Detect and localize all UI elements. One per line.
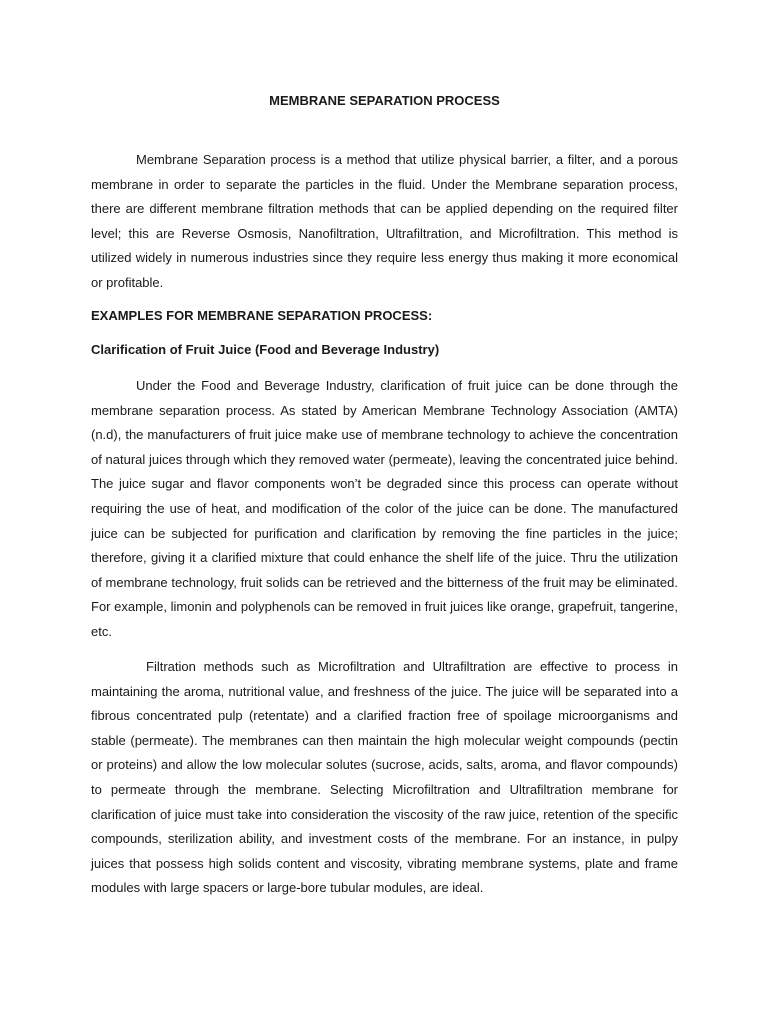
fruit-juice-paragraph: Under the Food and Beverage Industry, clarification of fruit juice can be done through the membrane separation process. As stated by American Membrane Technology Association (AMTA) (n.d), the manufacturers of fruit juice make use of membrane technology to achieve the concentration of natural juices through which they removed water (permeate), leaving the concentrated juice behind. The juice sugar and flavor components won’t be degraded since this process can operate without requiring the use of heat, and modification of the color of the juice can be done. The manufactured juice can be subjected for purification and clarification by removing the fine particles in the juice; therefore, giving it a clarified mixture that could enhance the shelf life of the juice. Thru the utilization of membrane technology, fruit solids can be retrieved and the bitterness of the fruit may be eliminated. For example, limonin and polyphenols can be removed in fruit juices like orange, grapefruit, tangerine, etc. [91,378,678,639]
examples-heading: EXAMPLES FOR MEMBRANE SEPARATION PROCESS: [91,308,433,323]
document-title: MEMBRANE SEPARATION PROCESS [269,93,500,108]
intro-paragraph: Membrane Separation process is a method that utilize physical barrier, a filter, and a porous membrane in order to separate the particles in the fluid. Under the Membrane separation process, there are different membrane filtration methods that can be applied depending on the required filter level; this are Reverse Osmosis, Nanofiltration, Ultrafiltration, and Microfiltration. This method is utilized widely in numerous industries since they require less energy thus making it more economical or profitable. [91,152,678,290]
section-subheading: Clarification of Fruit Juice (Food and Beverage Industry) [91,342,440,357]
filtration-methods-paragraph: Filtration methods such as Microfiltration and Ultrafiltration are effective to process in maintaining the aroma, nutritional value, and freshness of the juice. The juice will be separated into a fibrous concentrated pulp (retentate) and a clarified fraction free of spoilage microorganisms and stable (permeate). The membranes can then maintain the high molecular weight compounds (pectin or proteins) and allow the low molecular solutes (sucrose, acids, salts, aroma, and flavor compounds) to permeate through the membrane. Selecting Microfiltration and Ultrafiltration membrane for clarification of juice must take into consideration the viscosity of the raw juice, retention of the specific compounds, sterilization ability, and investment costs of the membrane. For an instance, in pulpy juices that possess high solids content and viscosity, vibrating membrane systems, plate and frame modules with large spacers or large-bore tubular modules, are ideal. [91,659,678,896]
